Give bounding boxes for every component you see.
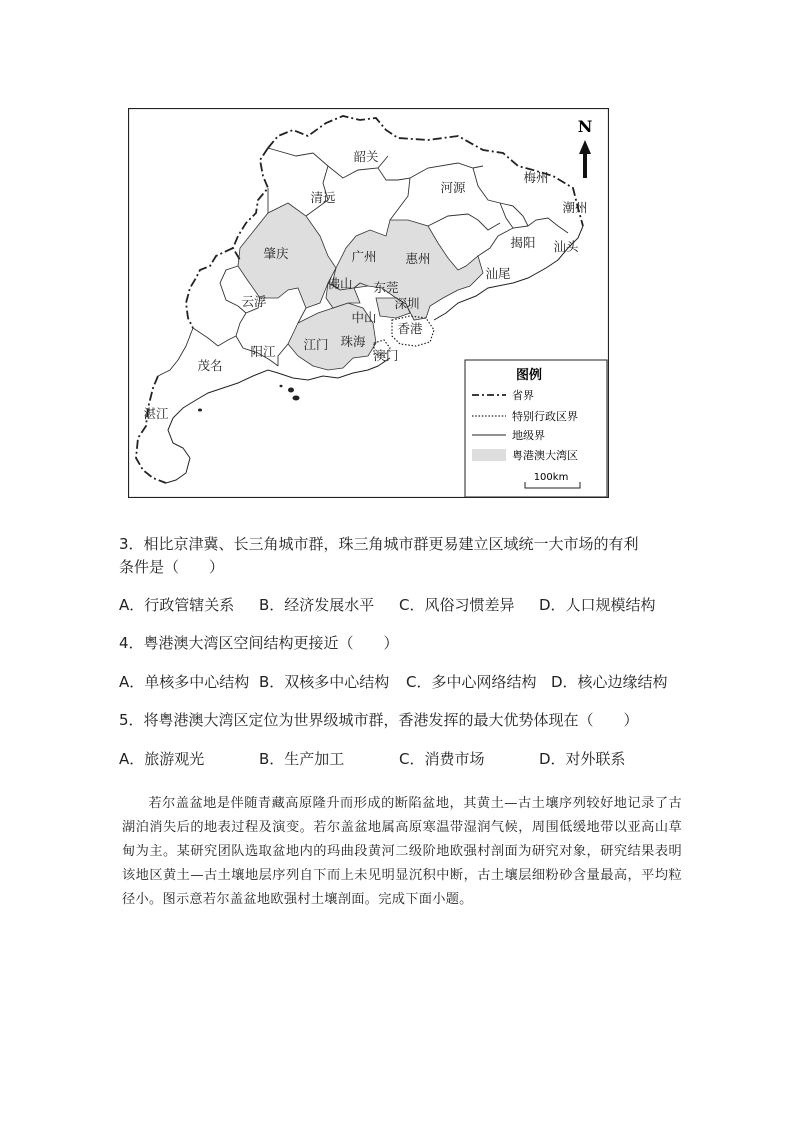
label-maoming: 茂名 <box>197 358 223 373</box>
guangdong-map <box>128 108 609 498</box>
label-shenzhen: 深圳 <box>394 296 420 311</box>
label-meizhou: 梅州 <box>523 170 549 185</box>
label-zhongshan: 中山 <box>351 310 377 325</box>
label-jieyang: 揭阳 <box>510 235 536 250</box>
label-macau: 澳门 <box>373 348 399 363</box>
label-hongkong: 香港 <box>397 321 423 336</box>
label-shanwei: 汕尾 <box>485 266 511 281</box>
label-guangzhou: 广州 <box>351 249 377 264</box>
option-c: C．多中心网络结构 <box>406 673 537 691</box>
legend-sar: 特别行政区界 <box>512 410 578 423</box>
option-a: A．旅游观光 <box>119 750 205 768</box>
label-qingyuan: 清远 <box>310 190 336 205</box>
scale-label: 100km <box>533 472 569 483</box>
option-d: D．核心边缘结构 <box>551 673 668 691</box>
option-d: D．对外联系 <box>539 750 626 768</box>
label-zhanjiang: 湛江 <box>143 406 169 421</box>
question-3-line-2: 条件是（ ） <box>119 558 225 576</box>
option-a: A．行政管辖关系 <box>119 596 235 614</box>
question-4-line-1: 4．粤港澳大湾区空间结构更接近（ ） <box>119 634 399 652</box>
option-b: B．经济发展水平 <box>259 596 375 614</box>
legend-bay-area: 粤港澳大湾区 <box>512 449 578 462</box>
label-shantou: 汕头 <box>553 239 579 254</box>
option-a: A．单核多中心结构 <box>119 673 250 691</box>
legend-provincial: 省界 <box>512 389 534 402</box>
option-b: B．双核多中心结构 <box>259 673 390 691</box>
label-dongguan: 东莞 <box>373 280 399 295</box>
label-heyuan: 河源 <box>440 180 466 195</box>
svg-text:N: N <box>577 117 593 136</box>
reading-passage: 若尔盖盆地是伴随青藏高原隆升而形成的断陷盆地，其黄土—古土壤序列较好地记录了古湖泊消失后的地表过程及演变。若尔盖盆地属高原寒温带湿润气候，周围低缓地带以亚高山草甸为主。某研究团队选取盆地内的玛曲段黄河二级阶地欧强村剖面为研究对象，研究结果表明该地区黄土—古土壤地层序列自下而上未见明显沉积中断，古土壤层细粉砂含量最高，平均粒径小。图示意若尔盖盆地欧强村土壤剖面。完成下面小题。 <box>122 796 682 907</box>
label-yangjiang: 阳江 <box>250 344 276 359</box>
label-chaozhou: 潮州 <box>562 200 588 215</box>
legend-prefecture: 地级界 <box>512 429 545 442</box>
option-c: C．风俗习惯差异 <box>399 596 515 614</box>
label-huizhou: 惠州 <box>405 251 431 266</box>
question-3-line-1: 3．相比京津冀、长三角城市群，珠三角城市群更易建立区域统一大市场的有利 <box>119 535 639 553</box>
label-foshan: 佛山 <box>327 276 353 291</box>
label-yunfu: 云浮 <box>241 294 267 309</box>
label-zhuhai: 珠海 <box>340 334 366 349</box>
option-b: B．生产加工 <box>259 750 345 768</box>
label-zhaoqing: 肇庆 <box>263 246 289 261</box>
label-jiangmen: 江门 <box>303 337 329 352</box>
legend-title: 图例 <box>515 368 543 383</box>
map-legend <box>465 360 607 497</box>
option-c: C．消费市场 <box>399 750 485 768</box>
question-5-line-1: 5．将粤港澳大湾区定位为世界级城市群，香港发挥的最大优势体现在（ ） <box>119 711 639 729</box>
label-shaoguan: 韶关 <box>353 149 379 164</box>
option-d: D．人口规模结构 <box>539 596 656 614</box>
